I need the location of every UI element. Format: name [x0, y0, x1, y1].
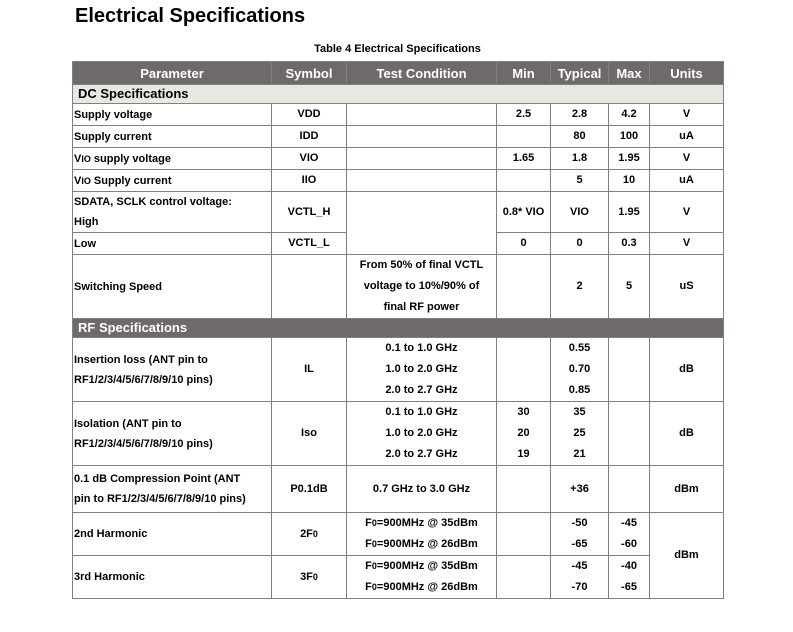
min-cell: 0.8* VIO	[497, 192, 551, 233]
param-line: 0.1 dB Compression Point (ANT	[74, 473, 241, 485]
condition-line: F0=900MHz @ 26dBm	[365, 581, 478, 593]
typ-line: -45	[571, 560, 588, 572]
param-line: RF1/2/3/4/5/6/7/8/9/10 pins)	[74, 373, 213, 386]
condition-text: =900MHz @ 35dBm	[376, 560, 478, 572]
min-line: 19	[517, 448, 530, 460]
symbol-cell: VIO	[272, 148, 347, 170]
table-row	[73, 170, 724, 192]
section-rf	[73, 319, 724, 338]
subscript: IO	[81, 175, 91, 186]
symbol-cell: VDD	[272, 104, 347, 126]
max-cell	[609, 402, 650, 466]
param-text: Supply current	[90, 174, 172, 187]
max-cell	[609, 556, 650, 599]
condition-text: =900MHz @ 26dBm	[376, 538, 478, 550]
table-row	[73, 192, 724, 233]
condition-line: 2.0 to 2.7 GHz	[385, 448, 458, 460]
col-test-condition: Test Condition	[347, 62, 497, 85]
condition-cell	[347, 148, 497, 170]
section-dc-label: DC Specifications	[73, 85, 724, 104]
condition-cell	[347, 170, 497, 192]
typ-cell: VIO	[551, 192, 609, 233]
condition-line: voltage to 10%/90% of	[363, 280, 480, 292]
symbol-cell: VCTL_H	[272, 192, 347, 233]
param-cell: Low	[73, 233, 272, 255]
typ-line: 25	[573, 427, 586, 439]
param-cell: Switching Speed	[73, 255, 272, 319]
col-max: Max	[609, 62, 650, 85]
max-cell: 1.95	[609, 192, 650, 233]
typ-cell	[551, 513, 609, 556]
subscript: IO	[81, 153, 91, 164]
min-cell	[497, 255, 551, 319]
typ-cell: 0	[551, 233, 609, 255]
subscript: 0	[312, 571, 318, 582]
param-line: SDATA, SCLK control voltage:	[74, 196, 232, 208]
param-cell	[73, 192, 272, 233]
param-line: Isolation (ANT pin to	[74, 417, 182, 430]
units-cell: V	[650, 192, 724, 233]
max-line: -45	[621, 517, 637, 529]
min-line: 30	[517, 406, 530, 418]
max-line: -65	[621, 581, 637, 593]
units-cell: dBm	[650, 466, 724, 513]
max-cell: 4.2	[609, 104, 650, 126]
condition-cell	[347, 104, 497, 126]
symbol-cell	[272, 556, 347, 599]
condition-cell	[347, 192, 497, 255]
symbol-cell	[272, 255, 347, 319]
subscript: 0	[371, 582, 377, 592]
subscript: 0	[312, 528, 318, 539]
condition-text: =900MHz @ 26dBm	[376, 581, 478, 593]
condition-line: final RF power	[383, 301, 460, 313]
units-cell: uS	[650, 255, 724, 319]
typ-cell: 2.8	[551, 104, 609, 126]
typ-line: 0.70	[568, 363, 591, 375]
electrical-specs-table	[72, 61, 724, 599]
param-line: Insertion loss (ANT pin to	[74, 353, 208, 366]
min-cell	[497, 126, 551, 148]
param-cell: VIO supply voltage	[73, 148, 272, 170]
typ-cell: +36	[551, 466, 609, 513]
symbol-cell: IDD	[272, 126, 347, 148]
typ-cell: 1.8	[551, 148, 609, 170]
table-row	[73, 255, 724, 319]
max-cell: 0.3	[609, 233, 650, 255]
min-cell	[497, 556, 551, 599]
param-cell: Supply voltage	[73, 104, 272, 126]
subscript: 0	[371, 561, 377, 571]
typ-line: 0.55	[568, 342, 591, 354]
col-parameter: Parameter	[73, 62, 272, 85]
param-text: supply voltage	[90, 152, 171, 165]
typ-cell: 80	[551, 126, 609, 148]
units-cell: uA	[650, 170, 724, 192]
typ-cell	[551, 556, 609, 599]
condition-line: 0.1 to 1.0 GHz	[385, 406, 458, 418]
condition-cell	[347, 402, 497, 466]
param-cell: Supply current	[73, 126, 272, 148]
condition-line: 2.0 to 2.7 GHz	[385, 384, 458, 396]
table-row	[73, 126, 724, 148]
condition-cell	[347, 255, 497, 319]
max-cell: 10	[609, 170, 650, 192]
typ-line: -65	[571, 538, 588, 550]
condition-line: 0.1 to 1.0 GHz	[385, 342, 458, 354]
units-cell: V	[650, 104, 724, 126]
param-cell: 3rd Harmonic	[73, 556, 272, 599]
max-cell	[609, 338, 650, 402]
max-line: -60	[621, 538, 637, 550]
condition-line: F0=900MHz @ 35dBm	[365, 517, 478, 529]
symbol-cell	[272, 513, 347, 556]
typ-cell: 5	[551, 170, 609, 192]
symbol-cell: Iso	[272, 402, 347, 466]
max-cell	[609, 513, 650, 556]
table-row	[73, 104, 724, 126]
param-cell	[73, 338, 272, 402]
page-heading: Electrical Specifications	[75, 5, 306, 27]
typ-line: 21	[573, 448, 586, 460]
symbol-cell: P0.1dB	[272, 466, 347, 513]
units-cell: V	[650, 148, 724, 170]
min-line: 20	[517, 427, 530, 439]
subscript: 0	[371, 539, 377, 549]
table-caption: Table 4 Electrical Specifications	[314, 43, 481, 55]
max-cell	[609, 466, 650, 513]
typ-line: 0.85	[568, 384, 591, 396]
min-cell	[497, 513, 551, 556]
condition-line: F0=900MHz @ 35dBm	[365, 560, 478, 572]
units-cell: dBm	[650, 513, 724, 599]
condition-line: 1.0 to 2.0 GHz	[385, 427, 458, 439]
section-rf-label: RF Specifications	[73, 319, 724, 338]
col-symbol: Symbol	[272, 62, 347, 85]
typ-cell	[551, 402, 609, 466]
header-row	[73, 62, 724, 85]
table-row	[73, 402, 724, 466]
col-typical: Typical	[551, 62, 609, 85]
min-cell	[497, 402, 551, 466]
condition-line: 1.0 to 2.0 GHz	[385, 363, 458, 375]
min-cell	[497, 170, 551, 192]
typ-cell: 2	[551, 255, 609, 319]
units-cell: dB	[650, 338, 724, 402]
units-cell: V	[650, 233, 724, 255]
table-row	[73, 148, 724, 170]
table-row	[73, 556, 724, 599]
condition-cell	[347, 126, 497, 148]
max-cell: 1.95	[609, 148, 650, 170]
min-cell: 0	[497, 233, 551, 255]
min-cell: 2.5	[497, 104, 551, 126]
typ-line: -50	[571, 517, 588, 529]
symbol-text: 2F	[300, 527, 313, 540]
subscript: 0	[371, 518, 377, 528]
param-line: High	[74, 216, 99, 228]
param-cell	[73, 466, 272, 513]
condition-cell	[347, 338, 497, 402]
min-cell: 1.65	[497, 148, 551, 170]
table-row	[73, 513, 724, 556]
typ-cell	[551, 338, 609, 402]
max-cell: 100	[609, 126, 650, 148]
units-cell: dB	[650, 402, 724, 466]
param-line: RF1/2/3/4/5/6/7/8/9/10 pins)	[74, 437, 213, 450]
typ-line: 35	[573, 406, 586, 418]
max-line: -40	[621, 560, 637, 572]
typ-line: -70	[571, 581, 588, 593]
symbol-cell: VCTL_L	[272, 233, 347, 255]
symbol-cell: IIO	[272, 170, 347, 192]
param-cell: 2nd Harmonic	[73, 513, 272, 556]
units-cell: uA	[650, 126, 724, 148]
symbol-cell: IL	[272, 338, 347, 402]
condition-cell: 0.7 GHz to 3.0 GHz	[347, 466, 497, 513]
condition-line: From 50% of final VCTL	[359, 259, 484, 271]
condition-text: =900MHz @ 35dBm	[376, 517, 478, 529]
col-min: Min	[497, 62, 551, 85]
min-cell	[497, 338, 551, 402]
param-line: pin to RF1/2/3/4/5/6/7/8/9/10 pins)	[74, 493, 246, 505]
col-units: Units	[650, 62, 724, 85]
condition-line: F0=900MHz @ 26dBm	[365, 538, 478, 550]
param-cell: VIO Supply current	[73, 170, 272, 192]
param-cell	[73, 402, 272, 466]
table-row	[73, 338, 724, 402]
condition-cell	[347, 556, 497, 599]
min-cell	[497, 466, 551, 513]
condition-cell	[347, 513, 497, 556]
table-row	[73, 466, 724, 513]
section-dc	[73, 85, 724, 104]
max-cell: 5	[609, 255, 650, 319]
symbol-text: 3F	[300, 570, 313, 583]
